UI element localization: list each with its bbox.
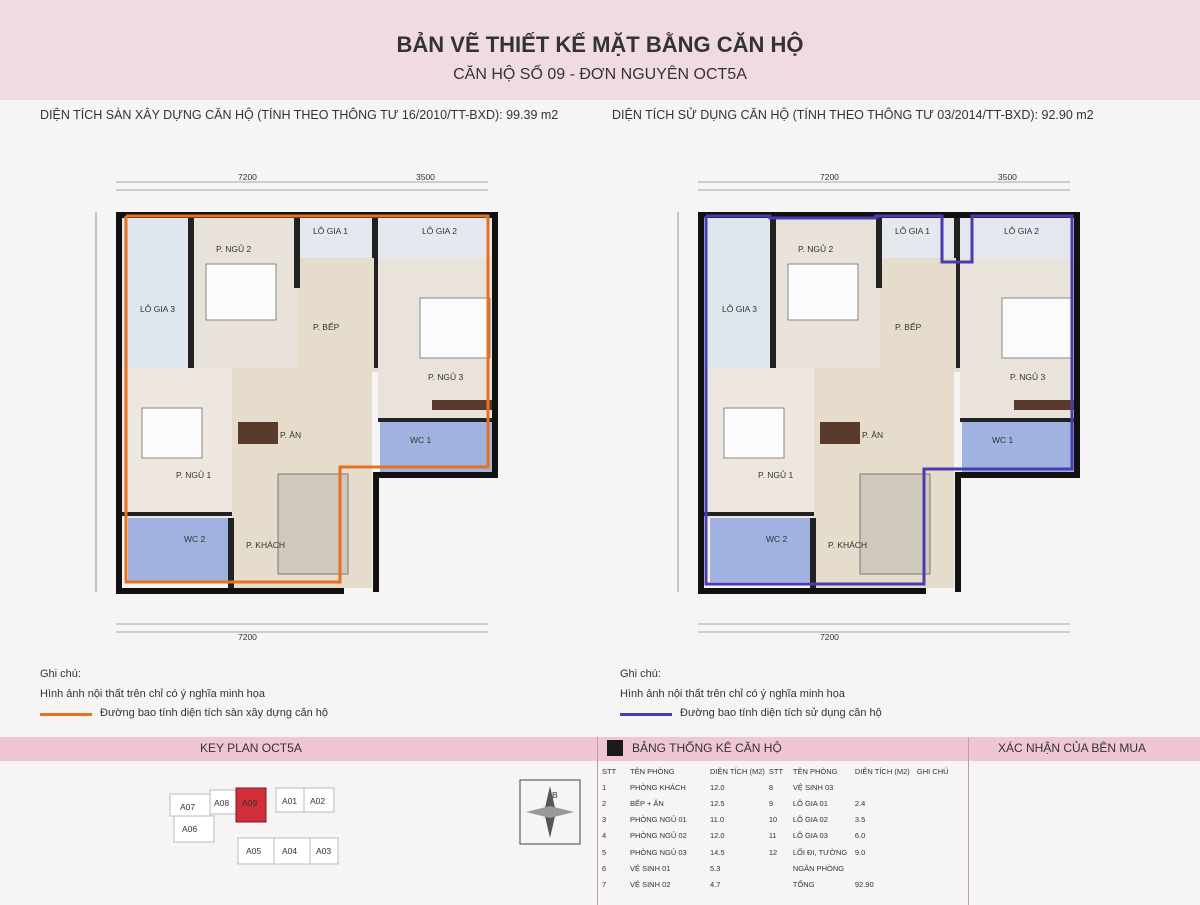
key-plan-svg [150,770,350,900]
buyer-confirmation-heading: XÁC NHẬN CỦA BÊN MUA [998,741,1147,755]
dim-top-total-1: 7200 [238,172,257,182]
note-text-left: Hình ảnh nội thất trên chỉ có ý nghĩa minh họa [40,688,266,700]
col-header: DIỆN TÍCH (M2) [854,766,910,776]
divider-2 [968,737,969,905]
room-label-loggia-3: LÔ GIA 3 [140,304,175,314]
key-plan-heading: KEY PLAN OCT5A [200,741,302,755]
table-cell: BẾP + ĂN [630,798,664,808]
col-header: GHI CHÚ [916,766,949,776]
table-cell: 92.90 [854,879,874,889]
table-row [600,844,955,860]
dim-top-total-1: 7200 [820,172,839,182]
table-cell: 7 [602,879,607,889]
note-text-right: Hình ảnh nội thất trên chỉ có ý nghĩa minh họa [620,688,846,700]
table-cell: VỆ SINH 03 [792,782,834,792]
col-header: STT [602,766,617,776]
stats-heading-marker [607,740,623,756]
col-header: STT [768,766,784,776]
compass-rose [518,776,582,848]
table-cell: 3 [602,815,607,825]
table-row [600,795,955,811]
apartment-stats-table [600,763,955,893]
table-cell: 3.5 [854,815,866,825]
room-label-loggia-3: LÔ GIA 3 [722,304,757,314]
key-unit-a04: A04 [282,846,298,856]
room-label-loggia-2: LÔ GIA 2 [1004,226,1039,236]
table-cell: 5.3 [710,863,721,873]
room-label-bedroom-1: P. NGỦ 1 [758,470,794,480]
key-unit-a09: A09 [242,798,258,808]
table-cell: 4.7 [710,879,721,889]
table-cell [915,860,955,876]
blue-outline-legend [620,713,672,716]
table-cell [853,779,915,795]
room-label-dining: P. ĂN [280,430,302,440]
table-cell: 11.0 [710,815,725,825]
table-cell: 14.5 [710,847,725,857]
note-legend-left: Đường bao tính diện tích sàn xây dựng căn hộ [100,707,329,719]
dim-top-total-2: 3500 [998,172,1017,182]
usable-area-label: DIỆN TÍCH SỬ DỤNG CĂN HỘ (TÍNH THEO THÔNG TƯ 03/2014/TT-BXD): 92.90 m2 [612,108,1094,122]
table-cell: PHÒNG NGỦ 02 [630,831,687,841]
table-cell: PHÒNG NGỦ 03 [630,847,687,857]
room-label-wc-2: WC 2 [766,534,788,544]
table-cell: 11 [768,831,777,841]
table-cell: 5 [602,847,607,857]
orange-outline-legend [40,713,92,716]
floor-plan-usable-svg [670,172,1090,642]
table-cell: 12.5 [710,798,725,808]
page-subtitle: CĂN HỘ SỐ 09 - ĐƠN NGUYÊN OCT5A [453,66,747,83]
compass-letter: B [552,790,558,800]
table-cell: 2.4 [854,798,866,808]
floor-plan-construction-svg [88,172,508,642]
compass-icon [518,776,582,848]
table-row [600,876,955,892]
table-cell [853,860,915,876]
note-heading-right: Ghi chú: [620,668,661,680]
table-cell [915,795,955,811]
construction-area-label: DIỆN TÍCH SÀN XÂY DỰNG CĂN HỘ (TÍNH THEO THÔNG TƯ 16/2010/TT-BXD): 99.39 m2 [40,108,559,122]
table-cell: 12.0 [710,782,725,792]
col-header: TÊN PHÒNG [792,766,838,776]
room-label-bedroom-2: P. NGỦ 2 [216,244,252,254]
table-cell: 6 [602,863,607,873]
table-row [600,828,955,844]
floor-plan-usable [670,172,1090,642]
key-plan-map [150,770,350,900]
table-cell: 2 [602,798,607,808]
key-unit-a07: A07 [180,802,196,812]
floor-plan-construction [88,172,508,642]
key-unit-a06: A06 [182,824,198,834]
room-label-bedroom-3: P. NGỦ 3 [1010,372,1046,382]
col-header: TÊN PHÒNG [630,766,675,776]
table-cell: VỆ SINH 02 [630,879,671,889]
room-label-wc-2: WC 2 [184,534,206,544]
room-label-bedroom-1: P. NGỦ 1 [176,470,212,480]
table-row [600,779,955,795]
note-heading-left: Ghi chú: [40,668,81,680]
table-cell: 4 [602,831,607,841]
table-cell: 10 [768,815,778,825]
table-cell: LÔ GIA 01 [792,798,828,808]
room-label-loggia-1: LÔ GIA 1 [313,226,348,236]
key-unit-a05: A05 [246,846,262,856]
note-legend-right: Đường bao tính diện tích sử dụng căn hộ [680,707,882,719]
key-unit-a02: A02 [310,796,326,806]
key-unit-a08: A08 [214,798,230,808]
room-label-loggia-2: LÔ GIA 2 [422,226,457,236]
dim-top-total-2: 3500 [416,172,435,182]
table-cell [915,876,955,892]
table-header-row [600,763,955,779]
dim-bottom-total: 7200 [820,632,839,642]
table-row [600,860,955,876]
table-cell: 8 [768,782,774,792]
room-label-wc-1: WC 1 [992,435,1014,445]
key-unit-a01: A01 [282,796,298,806]
table-row [600,812,955,828]
table-cell [915,844,955,860]
table-cell: 9 [768,798,774,808]
room-label-bedroom-2: P. NGỦ 2 [798,244,834,254]
table-cell: LỐI ĐI, TƯỜNG [792,847,848,857]
table-cell: PHÒNG NGỦ 01 [630,815,687,825]
divider-1 [597,737,598,905]
table-cell: 12.0 [710,831,725,841]
col-header: DIỆN TÍCH (M2) [710,766,765,776]
table-cell [767,860,791,876]
stats-heading: BẢNG THỐNG KÊ CĂN HỘ [632,741,782,755]
room-label-loggia-1: LÔ GIA 1 [895,226,930,236]
key-unit-a03: A03 [316,846,332,856]
table-cell: VỆ SINH 01 [630,863,671,873]
table-cell: NGĂN PHÒNG [792,863,845,873]
table-cell [915,812,955,828]
table-cell [767,876,791,892]
dim-bottom-total: 7200 [238,632,257,642]
table-cell [915,779,955,795]
room-label-living: P. KHÁCH [828,540,868,550]
room-label-kitchen: P. BẾP [313,322,340,332]
table-cell: 9.0 [854,847,866,857]
table-cell: 1 [602,782,607,792]
room-label-bedroom-3: P. NGỦ 3 [428,372,464,382]
room-label-dining: P. ĂN [862,430,884,440]
table-cell: 12 [768,847,778,857]
table-cell: LÔ GIA 02 [792,815,828,825]
room-label-wc-1: WC 1 [410,435,432,445]
table-cell: LÔ GIA 03 [792,831,828,841]
room-label-living: P. KHÁCH [246,540,286,550]
table-cell [915,828,955,844]
page-title: BẢN VẼ THIẾT KẾ MẶT BẰNG CĂN HỘ [396,32,804,57]
table-cell: TỔNG [792,879,815,889]
table-cell: 6.0 [854,831,866,841]
room-label-kitchen: P. BẾP [895,322,922,332]
table-cell: PHÒNG KHÁCH [630,782,686,792]
